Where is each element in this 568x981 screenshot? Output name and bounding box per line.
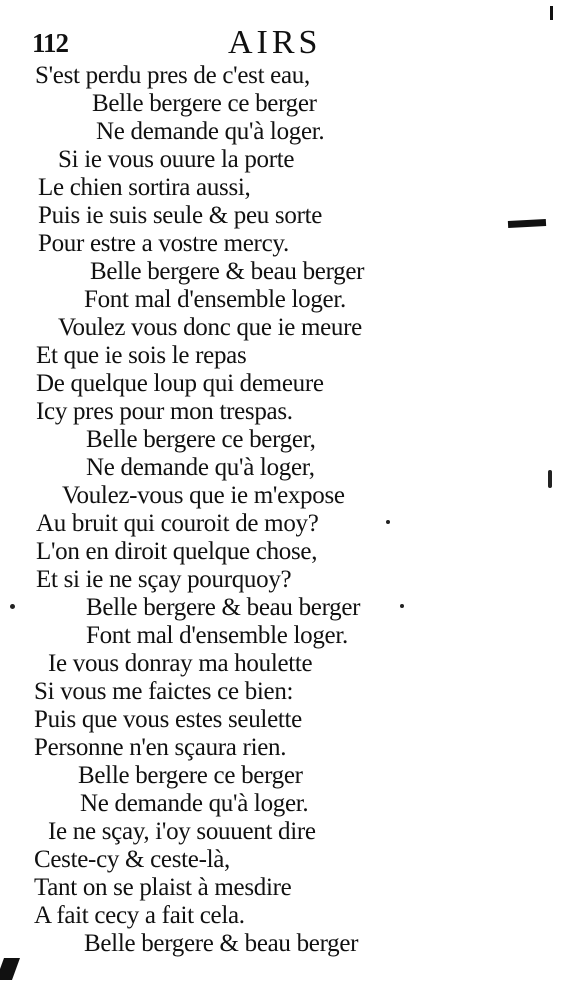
verse-line-30: Tant on se plaist à mesdire: [34, 874, 292, 901]
verse-line-27: Ne demande qu'à loger.: [80, 790, 309, 817]
verse-line-32: Belle bergere & beau berger: [84, 930, 359, 957]
verse-line-3: Ne demande qu'à loger.: [96, 118, 325, 145]
verse-line-8: Belle bergere & beau berger: [90, 258, 365, 285]
page-number: 112: [32, 28, 69, 58]
verse-line-22: Ie vous donray ma houlette: [48, 650, 313, 677]
verse-line-31: A fait cecy a fait cela.: [34, 902, 245, 929]
verse-line-2: Belle bergere ce berger: [92, 90, 317, 117]
page-header: [30, 22, 350, 62]
ink-mark: [550, 6, 553, 20]
verse-line-11: Et que ie sois le repas: [36, 342, 247, 369]
verse-line-10: Voulez vous donc que ie meure: [58, 314, 362, 341]
running-title: AIRS: [228, 24, 322, 61]
verse-line-6: Puis ie suis seule & peu sorte: [38, 202, 323, 229]
verse-line-5: Le chien sortira aussi,: [38, 174, 251, 201]
verse-line-28: Ie ne sçay, i'oy souuent dire: [48, 818, 316, 845]
ink-speck: [386, 520, 390, 524]
verse-line-16: Voulez-vous que ie m'expose: [62, 482, 345, 509]
verse-line-26: Belle bergere ce berger: [78, 762, 303, 789]
verse-line-24: Puis que vous estes seulette: [34, 706, 302, 733]
verse-line-1: S'est perdu pres de c'est eau,: [35, 62, 310, 89]
ink-mark: [0, 958, 20, 980]
verse-line-20: Belle bergere & beau berger: [86, 594, 361, 621]
verse-line-12: De quelque loup qui demeure: [36, 370, 324, 397]
verse-line-15: Ne demande qu'à loger,: [86, 454, 315, 481]
ink-speck: [10, 604, 15, 609]
verse-line-29: Ceste-cy & ceste-là,: [34, 846, 230, 873]
ink-mark: [508, 219, 546, 228]
verse-line-13: Icy pres pour mon trespas.: [36, 398, 293, 425]
ink-mark: [548, 470, 552, 488]
verse-line-19: Et si ie ne sçay pourquoy?: [36, 566, 292, 593]
verse-line-23: Si vous me faictes ce bien:: [34, 678, 294, 705]
verse-line-4: Si ie vous ouure la porte: [58, 146, 295, 173]
verse-line-17: Au bruit qui couroit de moy?: [36, 510, 319, 537]
ink-speck: [400, 604, 404, 608]
verse-line-21: Font mal d'ensemble loger.: [86, 622, 348, 649]
verse-line-14: Belle bergere ce berger,: [86, 426, 316, 453]
verse-line-9: Font mal d'ensemble loger.: [84, 286, 346, 313]
verse-line-18: L'on en diroit quelque chose,: [36, 538, 318, 565]
verse-line-7: Pour estre a vostre mercy.: [38, 230, 289, 257]
verse-line-25: Personne n'en sçaura rien.: [34, 734, 287, 761]
